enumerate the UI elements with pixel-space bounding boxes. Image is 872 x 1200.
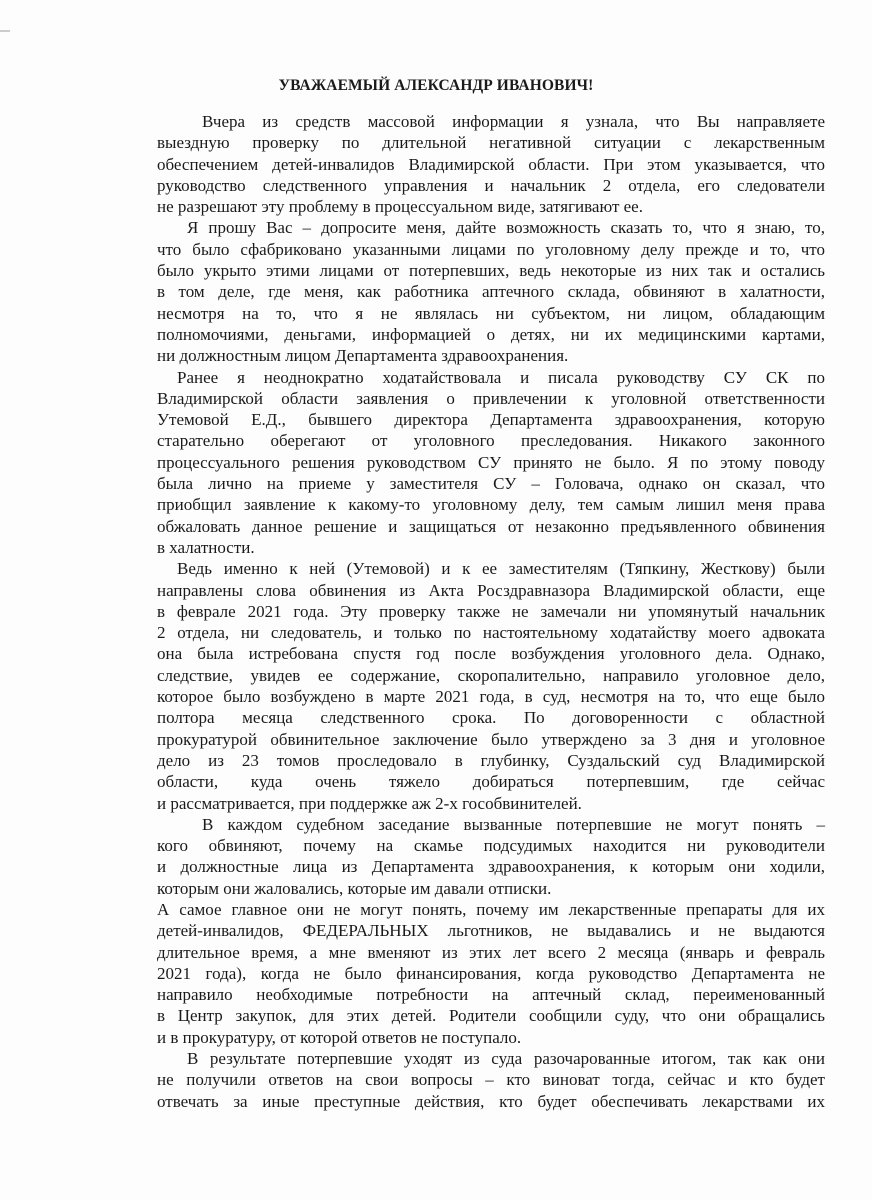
text-line: обеспечением детей-инвалидов Владимирской области. При этом указывается, что xyxy=(157,154,825,174)
text-line: полтора месяца следственного срока. По договоренности с областной xyxy=(157,708,825,728)
text-line: отвечать за иные преступные действия, кто будет обеспечивать лекарствами их xyxy=(157,1091,825,1111)
text-line: которое было возбуждено в марте 2021 года, в суд, несмотря на то, что еще было xyxy=(157,687,825,707)
text-line: несмотря на то, что я не являлась ни субъектом, ни лицом, обладающим xyxy=(157,303,825,323)
text-line: области, куда очень тяжело добираться потерпевшим, где сейчас xyxy=(157,772,825,792)
text-line: в Центр закупок, для этих детей. Родители сообщили суду, что они обращались xyxy=(157,1006,825,1026)
text-line: ни должностным лицом Департамента здравоохранения. xyxy=(157,346,569,366)
text-line: выездную проверку по длительной негативной ситуации с лекарственным xyxy=(157,133,825,153)
text-line: и рассматривается, при поддержке аж 2-х гособвинителей. xyxy=(157,793,582,813)
text-line: в том деле, где меня, как работника аптечного склада, обвиняют в халатности, xyxy=(157,282,825,302)
letter-body xyxy=(157,111,825,1112)
text-line: она была истребована спустя год после возбуждения уголовного дела. Однако, xyxy=(157,644,825,664)
text-line: старательно оберегают от уголовного преследования. Никакого законного xyxy=(157,431,825,451)
text-line: обжаловать данное решение и защищаться от незаконно предъявленного обвинения xyxy=(157,516,825,536)
text-line: приобщил заявление к какому-то уголовному делу, тем самым лишил меня права xyxy=(157,495,825,515)
text-line: Ведь именно к ней (Утемовой) и к ее заместителям (Тяпкину, Жесткову) были xyxy=(177,559,825,579)
text-line: руководство следственного управления и начальник 2 отдела, его следователи xyxy=(157,175,825,195)
text-line: дело из 23 томов проследовало в глубинку, Суздальский суд Владимирской xyxy=(157,750,825,770)
text-line: направило необходимые потребности на аптечный склад, переименованный xyxy=(157,985,825,1005)
text-line: длительное время, а мне вменяют из этих лет всего 2 месяца (январь и февраль xyxy=(157,942,825,962)
text-line: не получили ответов на свои вопросы – кто виноват тогда, сейчас и кто будет xyxy=(157,1070,825,1090)
text-line: Ранее я неоднократно ходатайствовала и писала руководству СУ СК по xyxy=(177,367,825,387)
paragraph xyxy=(157,217,825,366)
paragraph xyxy=(157,367,825,559)
text-line: Утемовой Е.Д., бывшего директора Департамента здравоохранения, которую xyxy=(157,410,825,430)
text-line: Вчера из средств массовой информации я узнала, что Вы направляете xyxy=(202,112,825,131)
paragraph xyxy=(157,899,825,1048)
text-line: была лично на приеме у заместителя СУ – Головача, однако он сказал, что xyxy=(157,474,825,494)
text-line: направлены слова обвинения из Акта Росздравназора Владимирской области, еще xyxy=(157,580,825,600)
paragraph xyxy=(157,1048,825,1112)
text-line: и должностные лица из Департамента здравоохранения, к которым они ходили, xyxy=(157,857,825,877)
text-line: следствие, увидев ее содержание, скоропалительно, направило уголовное дело, xyxy=(157,665,825,685)
paragraph xyxy=(157,558,825,814)
text-line: не разрешают эту проблему в процессуальном виде, затягивают ее. xyxy=(157,197,643,217)
scan-artifact xyxy=(0,30,10,32)
text-line: процессуального решения руководством СУ принято не было. Я по этому поводу xyxy=(157,452,825,472)
letter-salutation: УВАЖАЕМЫЙ АЛЕКСАНДР ИВАНОВИЧ! xyxy=(278,77,594,94)
text-line: Владимирской области заявления о привлечении к уголовной ответственности xyxy=(157,388,825,408)
text-line: которым они жаловались, которые им давали отписки. xyxy=(157,878,552,898)
text-line: в феврале 2021 года. Эту проверку также не замечали ни упомянутый начальник xyxy=(157,601,825,621)
text-line: детей-инвалидов, ФЕДЕРАЛЬНЫХ льготников, не выдавались и не выдаются xyxy=(157,921,825,941)
text-line: и в прокуратуру, от которой ответов не поступало. xyxy=(157,1027,522,1047)
text-line: кого обвиняют, почему на скамье подсудимых находится ни руководители xyxy=(157,836,825,856)
text-line: 2 отдела, ни следователь, и только по настоятельному ходатайству моего адвоката xyxy=(157,623,825,643)
text-line: В результате потерпевшие уходят из суда разочарованные итогом, так как они xyxy=(187,1049,825,1069)
paragraph xyxy=(157,814,825,899)
text-line: полномочиями, деньгами, информацией о детях, ни их медицинскими картами, xyxy=(157,324,825,344)
paragraph xyxy=(157,111,825,217)
text-line: А самое главное они не могут понять, почему им лекарственные препараты для их xyxy=(157,899,825,919)
text-line: Я прошу Вас – допросите меня, дайте возможность сказать то, что я знаю, то, xyxy=(187,218,825,238)
text-line: прокуратурой обвинительное заключение было утверждено за 3 дня и уголовное xyxy=(157,729,825,749)
text-line: В каждом судебном заседание вызванные потерпевшие не могут понять – xyxy=(202,814,825,834)
text-line: в халатности. xyxy=(157,537,255,557)
text-line: 2021 года), когда не было финансирования, когда руководство Департамента не xyxy=(157,963,825,983)
text-line: было укрыто этими лицами от потерпевших, ведь некоторые из них так и остались xyxy=(157,261,825,281)
text-line: что было сфабриковано указанными лицами по уголовному делу прежде и то, что xyxy=(157,239,825,259)
